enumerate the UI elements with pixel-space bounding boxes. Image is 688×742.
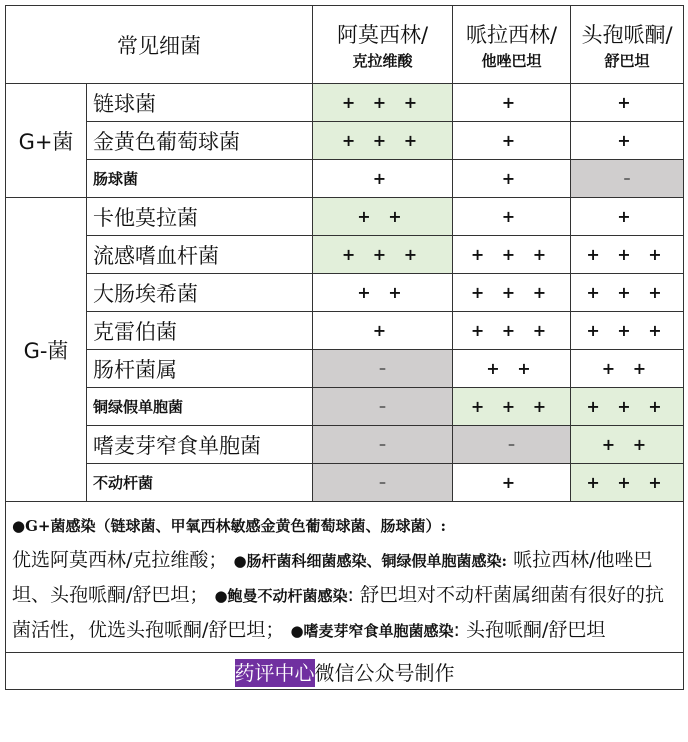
bacteria-name: 肠杆菌属	[87, 350, 313, 388]
value-cell: –	[313, 464, 453, 502]
bacteria-name: 肠球菌	[87, 160, 313, 198]
note-gram-positive-text: 优选阿莫西林/克拉维酸；	[12, 549, 228, 571]
value-cell: +	[571, 84, 684, 122]
footer-highlight: 药评中心	[234, 660, 315, 685]
header-title: 常见细菌	[6, 6, 313, 84]
note-enterobacteria-heading: ●肠杆菌科细菌感染、铜绿假单胞菌感染:	[233, 552, 508, 570]
header-drug-piperacillin	[453, 6, 571, 84]
value-cell: –	[313, 388, 453, 426]
value-cell: + + +	[313, 236, 453, 274]
value-cell: + + +	[453, 388, 571, 426]
bacteria-name: 卡他莫拉菌	[87, 198, 313, 236]
value-cell: –	[571, 160, 684, 198]
note-stenotrophomonas-text: : 头孢哌酮/舒巴坦	[453, 619, 606, 641]
value-cell: + + +	[313, 122, 453, 160]
value-cell: +	[453, 122, 571, 160]
value-cell: + +	[571, 350, 684, 388]
footer-text: 微信公众号制作	[314, 660, 455, 685]
group-label-gram-positive: G+菌	[6, 84, 87, 198]
table-row	[6, 464, 684, 502]
note-acinetobacter-heading: ●鲍曼不动杆菌感染	[214, 587, 348, 605]
value-cell: +	[313, 160, 453, 198]
header-drug-line2: 克拉维酸	[352, 52, 413, 71]
table-row	[6, 274, 684, 312]
header-drug-line1: 头孢哌酮/	[581, 22, 673, 47]
header-drug-line1: 阿莫西林/	[336, 22, 429, 47]
value-cell: –	[313, 350, 453, 388]
value-cell: + + +	[453, 236, 571, 274]
value-cell: +	[313, 312, 453, 350]
value-cell: + + +	[571, 388, 684, 426]
value-cell: + + +	[571, 312, 684, 350]
value-cell: +	[571, 122, 684, 160]
table-row	[6, 160, 684, 198]
value-cell: + + +	[571, 274, 684, 312]
value-cell: + + +	[453, 312, 571, 350]
value-cell: +	[453, 160, 571, 198]
table-row	[6, 198, 684, 236]
value-cell: +	[453, 198, 571, 236]
recommendation-notes	[6, 502, 684, 653]
note-enterobacteria-text: 哌拉西林/他唑巴坦、头孢哌酮/舒巴坦；	[12, 549, 653, 606]
header-drug-amoxicillin	[313, 6, 453, 84]
table-row	[6, 84, 684, 122]
value-cell: +	[571, 198, 684, 236]
group-label-gram-negative: G-菌	[6, 198, 87, 502]
bacteria-name: 不动杆菌	[87, 464, 313, 502]
value-cell: + + +	[313, 84, 453, 122]
value-cell: + + +	[571, 464, 684, 502]
header-drug-line2: 舒巴坦	[604, 52, 650, 71]
value-cell: –	[313, 426, 453, 464]
table-row	[6, 426, 684, 464]
antibiotic-coverage-table	[5, 5, 684, 690]
bacteria-name: 金黄色葡萄球菌	[87, 122, 313, 160]
note-acinetobacter-text: : 舒巴坦对不动杆菌属细菌有很好的抗菌活性，优选头孢哌酮/舒巴坦；	[12, 584, 664, 641]
note-stenotrophomonas-heading: ●嗜麦芽窄食单胞菌感染	[290, 622, 454, 640]
table-row	[6, 388, 684, 426]
value-cell: + +	[571, 426, 684, 464]
bacteria-name: 大肠埃希菌	[87, 274, 313, 312]
bacteria-name: 铜绿假单胞菌	[87, 388, 313, 426]
header-drug-cefoperazone	[571, 6, 684, 84]
table-row	[6, 122, 684, 160]
header-drug-line1: 哌拉西林/	[465, 22, 558, 47]
value-cell: + + +	[453, 274, 571, 312]
value-cell: + + +	[571, 236, 684, 274]
footer-credit	[6, 653, 684, 690]
bacteria-name: 链球菌	[87, 84, 313, 122]
value-cell: +	[453, 84, 571, 122]
value-cell: + +	[453, 350, 571, 388]
bacteria-name: 嗜麦芽窄食单胞菌	[87, 426, 313, 464]
table-row	[6, 312, 684, 350]
value-cell: + +	[313, 198, 453, 236]
value-cell: + +	[313, 274, 453, 312]
header-drug-line2: 他唑巴坦	[481, 52, 542, 71]
value-cell: –	[453, 426, 571, 464]
bacteria-name: 克雷伯菌	[87, 312, 313, 350]
table-row	[6, 236, 684, 274]
value-cell: +	[453, 464, 571, 502]
bacteria-name: 流感嗜血杆菌	[87, 236, 313, 274]
table-row	[6, 350, 684, 388]
note-gram-positive-heading: ●G+菌感染（链球菌、甲氧西林敏感金黄色葡萄球菌、肠球菌）:	[12, 517, 447, 535]
